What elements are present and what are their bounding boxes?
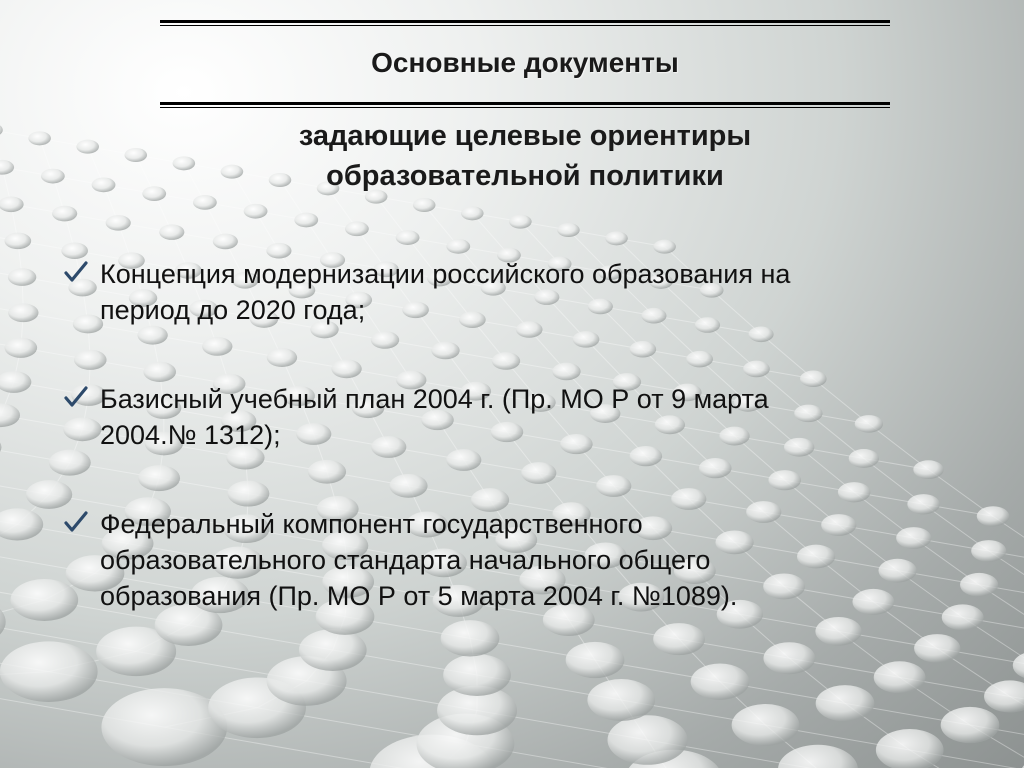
check-icon xyxy=(62,508,90,536)
check-icon xyxy=(62,383,90,411)
subtitle-line: образовательной политики xyxy=(326,160,724,192)
check-icon xyxy=(62,258,90,286)
subtitle-line: задающие целевые ориентиры xyxy=(298,120,752,152)
slide-title: Основные документы xyxy=(371,47,679,78)
bullet-line: образовательного стандарта начального общего xyxy=(100,545,711,575)
bullet-line: Федеральный компонент государственного xyxy=(100,509,643,539)
slide-subtitle xyxy=(160,116,890,196)
bullet-line: период до 2020 года; xyxy=(100,295,366,325)
bullet-line: образования (Пр. МО Р от 5 марта 2004 г. №1089). xyxy=(100,581,738,611)
bullet-list xyxy=(60,256,920,614)
title-top-rule xyxy=(160,20,890,26)
title-bottom-rule xyxy=(160,102,890,108)
bullet-line: Концепция модернизации российского образования на xyxy=(100,259,791,289)
bullet-item xyxy=(60,256,920,328)
bullet-line: Базисный учебный план 2004 г. (Пр. МО Р от 9 марта xyxy=(100,384,769,414)
bullet-item xyxy=(60,506,920,614)
bullet-line: 2004.№ 1312); xyxy=(100,420,281,450)
bullet-item xyxy=(60,381,920,453)
